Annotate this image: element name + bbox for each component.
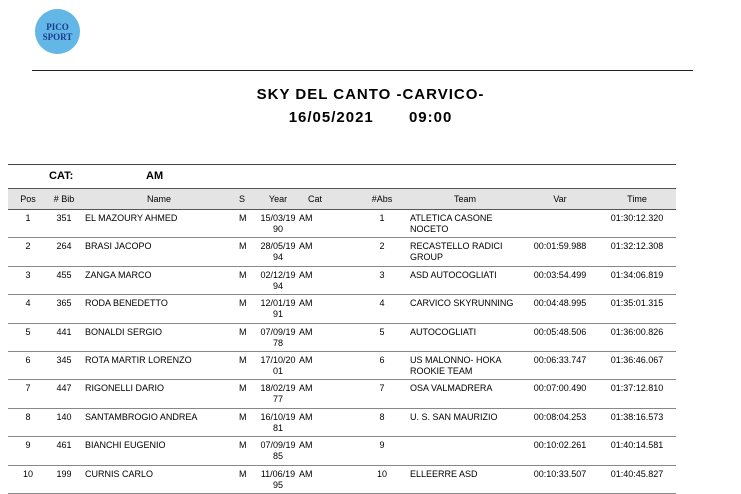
table-row bbox=[8, 409, 676, 437]
header-bib: # Bib bbox=[53, 194, 75, 204]
cell-bib: 365 bbox=[56, 298, 72, 309]
cell-pos: 3 bbox=[25, 269, 31, 280]
cell-pos: 2 bbox=[25, 241, 31, 252]
cell-name: BIANCHI EUGENIO bbox=[85, 440, 166, 451]
cell-name: BRASI JACOPO bbox=[85, 241, 152, 252]
cell-team: ATLETICA CASONE NOCETO bbox=[410, 213, 493, 234]
cell-bib: 199 bbox=[56, 468, 72, 479]
race-datetime bbox=[0, 109, 741, 126]
category-divider bbox=[8, 164, 676, 165]
cell-abs: 7 bbox=[379, 383, 385, 394]
cell-cat: AM bbox=[299, 440, 313, 451]
cell-time: 01:32:12.308 bbox=[610, 241, 664, 252]
table-row bbox=[8, 238, 676, 266]
cell-team: RECASTELLO RADICI GROUP bbox=[410, 241, 503, 263]
cell-team: AUTOCOGLIATI bbox=[410, 326, 477, 337]
logo-text-line2: SPORT bbox=[42, 31, 73, 42]
cell-bib: 351 bbox=[56, 213, 72, 223]
cell-bib: 461 bbox=[56, 440, 72, 451]
cell-sex: M bbox=[239, 383, 247, 394]
cell-var: 00:10:33.507 bbox=[533, 468, 587, 479]
cell-team: OSA VALMADRERA bbox=[410, 383, 493, 394]
cell-var: 00:05:48.506 bbox=[533, 326, 587, 337]
cell-time: 01:40:45.827 bbox=[610, 468, 664, 479]
cell-abs: 5 bbox=[379, 326, 385, 337]
header-sex: S bbox=[239, 194, 246, 204]
cell-pos: 6 bbox=[25, 354, 31, 365]
cell-sex: M bbox=[239, 326, 247, 337]
race-time: 09:00 bbox=[408, 109, 453, 126]
table-row bbox=[8, 267, 676, 295]
cell-time: 01:36:00.826 bbox=[610, 326, 664, 337]
cell-cat: AM bbox=[299, 326, 313, 337]
cell-bib: 455 bbox=[56, 269, 72, 280]
cell-cat: AM bbox=[299, 411, 313, 422]
cell-team: ASD AUTOCOGLIATI bbox=[410, 269, 497, 280]
cell-team: U. S. SAN MAURIZIO bbox=[410, 411, 498, 422]
cell-name: RIGONELLI DARIO bbox=[85, 383, 165, 394]
header-team: Team bbox=[453, 194, 476, 204]
cell-bib: 447 bbox=[56, 383, 72, 394]
cell-year: 02/12/19 94 bbox=[260, 269, 296, 291]
cell-pos: 4 bbox=[25, 298, 31, 309]
cell-abs: 10 bbox=[376, 468, 387, 479]
header-cat: Cat bbox=[307, 194, 322, 204]
table-header bbox=[8, 188, 676, 210]
cell-cat: AM bbox=[299, 383, 313, 394]
cell-sex: M bbox=[239, 468, 247, 479]
header-time: Time bbox=[627, 194, 647, 204]
table-row bbox=[8, 380, 676, 408]
cell-pos: 9 bbox=[25, 440, 31, 451]
cell-time: 01:30:12.320 bbox=[610, 213, 664, 223]
cell-cat: AM bbox=[299, 468, 313, 479]
cell-abs: 9 bbox=[379, 440, 385, 451]
results-table-body bbox=[8, 210, 676, 494]
cell-name: BONALDI SERGIO bbox=[85, 326, 163, 337]
cell-year: 28/05/19 94 bbox=[260, 241, 296, 263]
cell-year: 07/09/19 78 bbox=[260, 326, 296, 348]
cell-year: 07/09/19 85 bbox=[260, 440, 296, 462]
header-abs: #Abs bbox=[371, 194, 393, 204]
cell-cat: AM bbox=[299, 213, 313, 223]
cell-team: ELLEERRE ASD bbox=[410, 468, 478, 479]
table-row bbox=[8, 210, 676, 238]
cell-bib: 140 bbox=[56, 411, 72, 422]
header-name: Name bbox=[146, 194, 171, 204]
cell-var: 00:06:33.747 bbox=[533, 354, 587, 365]
cell-cat: AM bbox=[299, 269, 313, 280]
header-pos: Pos bbox=[20, 194, 36, 204]
cell-sex: M bbox=[239, 298, 247, 309]
cell-sex: M bbox=[239, 440, 247, 451]
race-title: SKY DEL CANTO -CARVICO- bbox=[256, 86, 485, 103]
cell-name: RODA BENEDETTO bbox=[85, 298, 168, 309]
cell-name: ROTA MARTIR LORENZO bbox=[85, 354, 192, 365]
cell-var: 00:01:59.988 bbox=[533, 241, 587, 252]
cell-pos: 5 bbox=[25, 326, 31, 337]
cell-cat: AM bbox=[299, 298, 313, 309]
cell-year: 18/02/19 77 bbox=[260, 383, 296, 405]
cell-sex: M bbox=[239, 354, 247, 365]
cell-year: 16/10/19 81 bbox=[260, 411, 296, 433]
cell-bib: 264 bbox=[56, 241, 72, 252]
header-var: Var bbox=[553, 194, 567, 204]
table-row bbox=[8, 324, 676, 352]
cell-name: CURNIS CARLO bbox=[85, 468, 154, 479]
cell-year: 11/06/19 95 bbox=[260, 468, 296, 490]
cell-time: 01:35:01.315 bbox=[610, 298, 664, 309]
cell-year: 12/01/19 91 bbox=[260, 298, 296, 320]
cell-cat: AM bbox=[299, 241, 313, 252]
cell-abs: 8 bbox=[379, 411, 385, 422]
cell-cat: AM bbox=[299, 354, 313, 365]
cell-year: 17/10/20 01 bbox=[260, 354, 296, 376]
category-value: AM bbox=[146, 170, 164, 182]
cell-abs: 2 bbox=[379, 241, 385, 252]
cell-sex: M bbox=[239, 241, 247, 252]
cell-sex: M bbox=[239, 411, 247, 422]
table-row bbox=[8, 295, 676, 323]
cell-time: 01:37:12.810 bbox=[610, 383, 664, 394]
cell-abs: 4 bbox=[379, 298, 385, 309]
cell-time: 01:40:14.581 bbox=[610, 440, 664, 451]
cell-abs: 1 bbox=[379, 213, 385, 223]
cell-pos: 8 bbox=[25, 411, 31, 422]
cell-var: 00:10:02.261 bbox=[533, 440, 587, 451]
cell-pos: 7 bbox=[25, 383, 31, 394]
cell-bib: 345 bbox=[56, 354, 72, 365]
cell-pos: 1 bbox=[25, 213, 31, 223]
logo-text-line1: PICO bbox=[46, 21, 69, 32]
cell-var: 00:07:00.490 bbox=[533, 383, 587, 394]
cell-team: US MALONNO- HOKA ROOKIE TEAM bbox=[410, 354, 502, 376]
cell-name: ZANGA MARCO bbox=[85, 269, 152, 280]
cell-time: 01:34:06.819 bbox=[610, 269, 664, 280]
race-date: 16/05/2021 bbox=[288, 109, 374, 126]
cell-sex: M bbox=[239, 213, 247, 223]
header-divider bbox=[32, 70, 693, 71]
cell-name: EL MAZOURY AHMED bbox=[85, 213, 178, 223]
cell-pos: 10 bbox=[22, 468, 33, 479]
cell-name: SANTAMBROGIO ANDREA bbox=[85, 411, 198, 422]
header-year: Year bbox=[268, 194, 288, 204]
cell-abs: 3 bbox=[379, 269, 385, 280]
cell-var: 00:04:48.995 bbox=[533, 298, 587, 309]
cell-bib: 441 bbox=[56, 326, 72, 337]
category-label: CAT: bbox=[49, 170, 74, 182]
cell-team: CARVICO SKYRUNNING bbox=[410, 298, 514, 309]
cell-var: 00:03:54.499 bbox=[533, 269, 587, 280]
cell-time: 01:36:46.067 bbox=[610, 354, 664, 365]
cell-time: 01:38:16.573 bbox=[610, 411, 664, 422]
cell-year: 15/03/19 90 bbox=[260, 213, 296, 234]
pico-sport-logo bbox=[35, 9, 80, 54]
table-row bbox=[8, 352, 676, 380]
cell-sex: M bbox=[239, 269, 247, 280]
cell-abs: 6 bbox=[379, 354, 385, 365]
cell-var: 00:08:04.253 bbox=[533, 411, 587, 422]
table-row bbox=[8, 466, 676, 494]
table-row bbox=[8, 437, 676, 465]
